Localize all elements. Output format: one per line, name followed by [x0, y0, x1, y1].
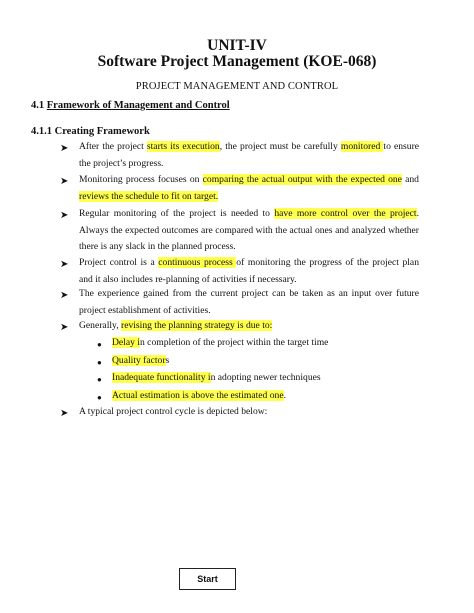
bullet-paragraph-6: Generally, revising the planning strategy is due to:	[79, 320, 273, 331]
bullet-paragraph-3: Regular monitoring of the project is needed to have more control over the project. Always the expected outcomes are compared with the actual ones and analyzed whether there is any slack in the planned process.	[79, 208, 419, 252]
start-node-label: Start	[197, 574, 218, 584]
highlight: revising the planning strategy is due to:	[121, 320, 273, 331]
sub-bullet-3: Inadequate functionality in adopting newer techniques	[112, 372, 321, 383]
arrow-bullet-icon: ➤	[60, 408, 69, 419]
highlight: Inadequate functionality i	[112, 372, 211, 383]
highlight: Actual estimation is above the estimated one	[112, 390, 284, 401]
bullet-paragraph-4: Project control is a continuous process of monitoring the progress of the project plan and it also includes re-planning of activities if necessary.	[79, 257, 419, 285]
section-title: Framework of Management and Control	[46, 100, 230, 111]
start-node	[179, 568, 236, 590]
arrow-bullet-icon: ➤	[60, 210, 69, 221]
bullet-paragraph-5: The experience gained from the current project can be taken as an input over future project establishment of activities.	[79, 288, 419, 316]
highlight: reviews the schedule to fit on target.	[79, 190, 219, 202]
arrow-bullet-icon: ➤	[60, 176, 69, 187]
chapter-subtitle: PROJECT MANAGEMENT AND CONTROL	[135, 81, 339, 92]
dot-bullet-icon: ●	[97, 393, 102, 402]
unit-title: UNIT-IV	[207, 37, 267, 54]
highlight: continuous process	[158, 257, 237, 268]
sub-bullet-1: Delay in completion of the project within the target time	[112, 337, 329, 348]
arrow-bullet-icon: ➤	[60, 259, 69, 270]
sub-bullet-2: Quality factors	[112, 355, 170, 366]
section-number: 4.1	[31, 100, 45, 111]
dot-bullet-icon: ●	[97, 340, 102, 349]
bullet-paragraph-7: A typical project control cycle is depicted below:	[79, 406, 268, 417]
highlight: Quality factor	[112, 355, 166, 366]
dot-bullet-icon: ●	[97, 375, 102, 384]
sub-bullet-4: Actual estimation is above the estimated one.	[112, 390, 286, 401]
highlight: Delay i	[112, 337, 140, 348]
arrow-bullet-icon: ➤	[60, 143, 69, 154]
subsection-heading: 4.1.1 Creating Framework	[31, 126, 150, 137]
section-heading	[31, 100, 230, 111]
highlight: starts its execution	[146, 141, 220, 152]
arrow-bullet-icon: ➤	[60, 290, 69, 301]
bullet-paragraph-1: After the project starts its execution, the project must be carefully monitored to ensure the project’s progress.	[79, 141, 420, 169]
highlight: comparing the actual output with the expected one	[202, 174, 402, 185]
highlight: have more control over the project	[274, 208, 417, 219]
highlight: monitored	[340, 141, 384, 152]
bullet-paragraph-2: Monitoring process focuses on comparing the actual output with the expected one and reviews the schedule to fit on target.	[79, 174, 419, 202]
dot-bullet-icon: ●	[97, 358, 102, 367]
course-title: Software Project Management (KOE-068)	[97, 53, 377, 70]
arrow-bullet-icon: ➤	[60, 322, 69, 333]
